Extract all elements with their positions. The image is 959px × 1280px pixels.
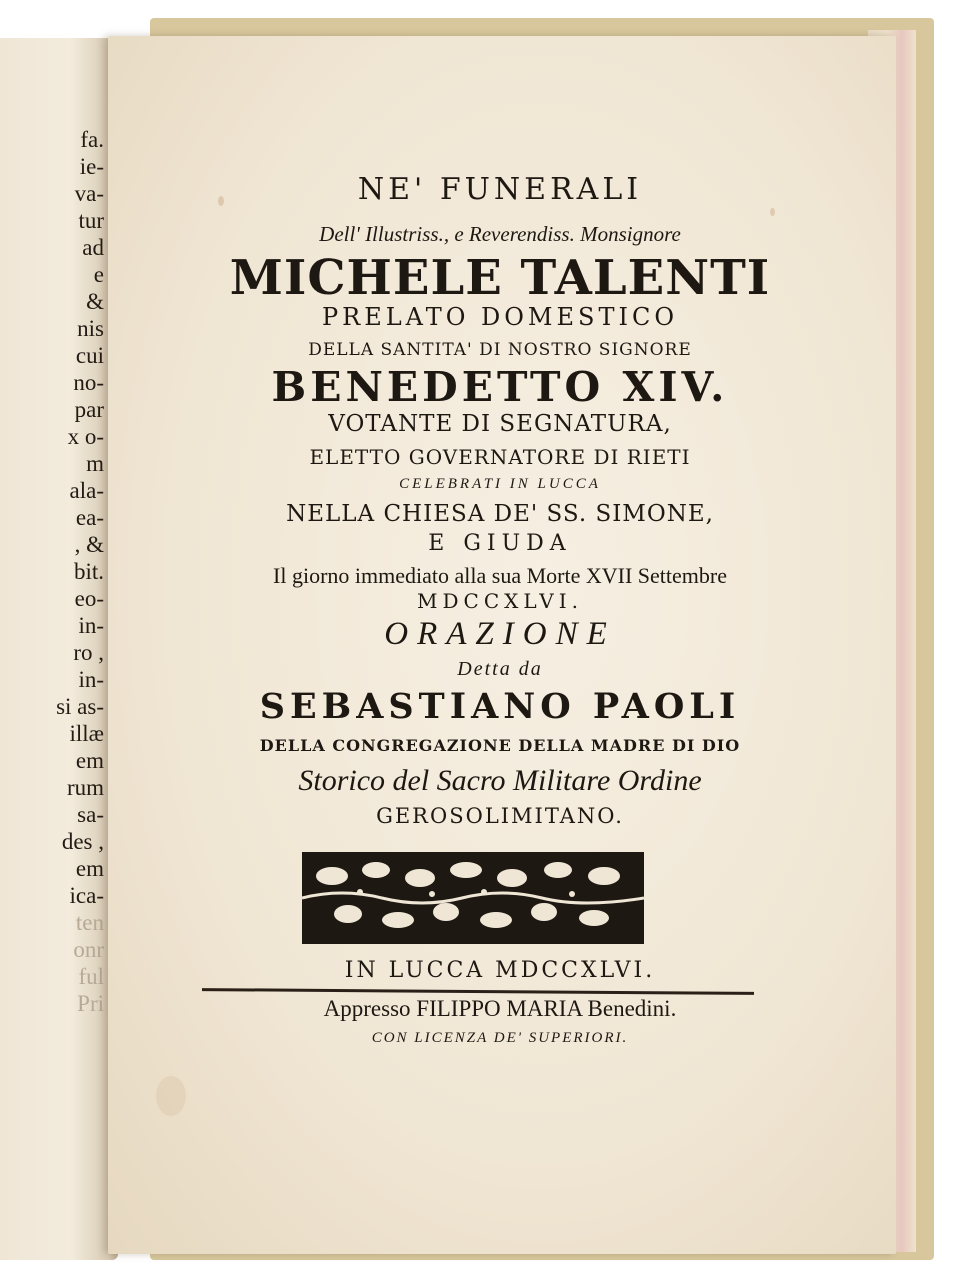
left-page-line-faint: onr bbox=[73, 937, 104, 962]
title-line-detta-da: Detta da bbox=[457, 658, 543, 680]
left-page-line: par bbox=[74, 397, 104, 422]
title-line-celebrati: CELEBRATI IN LUCCA bbox=[399, 476, 601, 492]
left-page-line: fa. bbox=[80, 127, 104, 152]
title-line-chiesa: NELLA CHIESA DE' SS. SIMONE, bbox=[286, 501, 714, 527]
left-page bbox=[0, 38, 118, 1260]
title-line-year-1: MDCCXLVI. bbox=[417, 589, 583, 613]
left-page-line: em bbox=[75, 748, 104, 773]
left-page-line: des , bbox=[61, 829, 104, 854]
title-line-gerosolimitano: GEROSOLIMITANO. bbox=[376, 804, 624, 828]
left-page-line: rum bbox=[66, 775, 104, 800]
title-line-congregazione: DELLA CONGREGAZIONE DELLA MADRE DI DIO bbox=[259, 736, 741, 755]
left-page-line: si as- bbox=[56, 694, 104, 719]
left-page-line: va- bbox=[74, 181, 104, 206]
title-line-giorno: Il giorno immediato alla sua Morte XVII Settembre bbox=[273, 563, 727, 588]
left-page-line: sa- bbox=[77, 802, 104, 827]
left-page-line: ro , bbox=[73, 640, 104, 665]
title-line-votante: VOTANTE DI SEGNATURA, bbox=[328, 411, 672, 437]
left-page-line: e bbox=[93, 262, 104, 287]
left-page-line: bit. bbox=[73, 559, 104, 584]
left-page-line: tur bbox=[78, 208, 104, 233]
left-page-line: m bbox=[86, 451, 104, 476]
title-line-prelato: PRELATO DOMESTICO bbox=[322, 303, 678, 331]
left-page-line-faint: Pri bbox=[77, 991, 104, 1016]
left-page-line: , & bbox=[74, 532, 104, 557]
title-line-author: SEBASTIANO PAOLI bbox=[259, 686, 741, 727]
left-page-line: illæ bbox=[69, 721, 104, 746]
left-page-line: & bbox=[86, 289, 104, 314]
imprint-license: CON LICENZA DE' SUPERIORI. bbox=[371, 1030, 629, 1046]
left-page-line: ie- bbox=[79, 154, 104, 179]
imprint-printer: Appresso FILIPPO MARIA Benedini. bbox=[323, 996, 677, 1021]
title-line-funerali: NE' FUNERALI bbox=[357, 172, 643, 207]
foxing-spot bbox=[770, 208, 775, 216]
left-page-line-faint: ten bbox=[75, 910, 104, 935]
left-page-text-column bbox=[0, 126, 104, 1017]
title-line-giuda: E GIUDA bbox=[428, 531, 572, 556]
left-page-line: ala- bbox=[69, 478, 104, 503]
imprint-place-date: IN LUCCA MDCCXLVI. bbox=[344, 958, 656, 983]
title-line-orazione: ORAZIONE bbox=[384, 616, 616, 652]
title-line-governatore: ELETTO GOVERNATORE DI RIETI bbox=[309, 445, 691, 469]
left-page-line: em bbox=[75, 856, 104, 881]
title-line-name-talenti: MICHELE TALENTI bbox=[229, 250, 771, 306]
left-page-line-faint: ful bbox=[78, 964, 104, 989]
title-line-dedication: Dell' Illustriss., e Reverendiss. Monsignore bbox=[319, 222, 681, 246]
title-line-benedetto: BENEDETTO XIV. bbox=[271, 363, 729, 411]
left-page-line: ad bbox=[82, 235, 104, 260]
left-page-line: in- bbox=[78, 667, 104, 692]
left-page-line: in- bbox=[78, 613, 104, 638]
title-line-santita: DELLA SANTITA' DI NOSTRO SIGNORE bbox=[308, 340, 692, 360]
left-page-line: ea- bbox=[75, 505, 104, 530]
foxing-stain bbox=[156, 1076, 186, 1116]
left-page-line: ica- bbox=[69, 883, 104, 908]
title-line-storico: Storico del Sacro Militare Ordine bbox=[298, 764, 702, 797]
left-page-line: x o- bbox=[67, 424, 104, 449]
left-page-line: no- bbox=[73, 370, 104, 395]
left-page-line: nis bbox=[77, 316, 104, 341]
printers-ornament bbox=[302, 852, 644, 944]
left-page-line: eo- bbox=[74, 586, 104, 611]
left-page-line: cui bbox=[75, 343, 104, 368]
